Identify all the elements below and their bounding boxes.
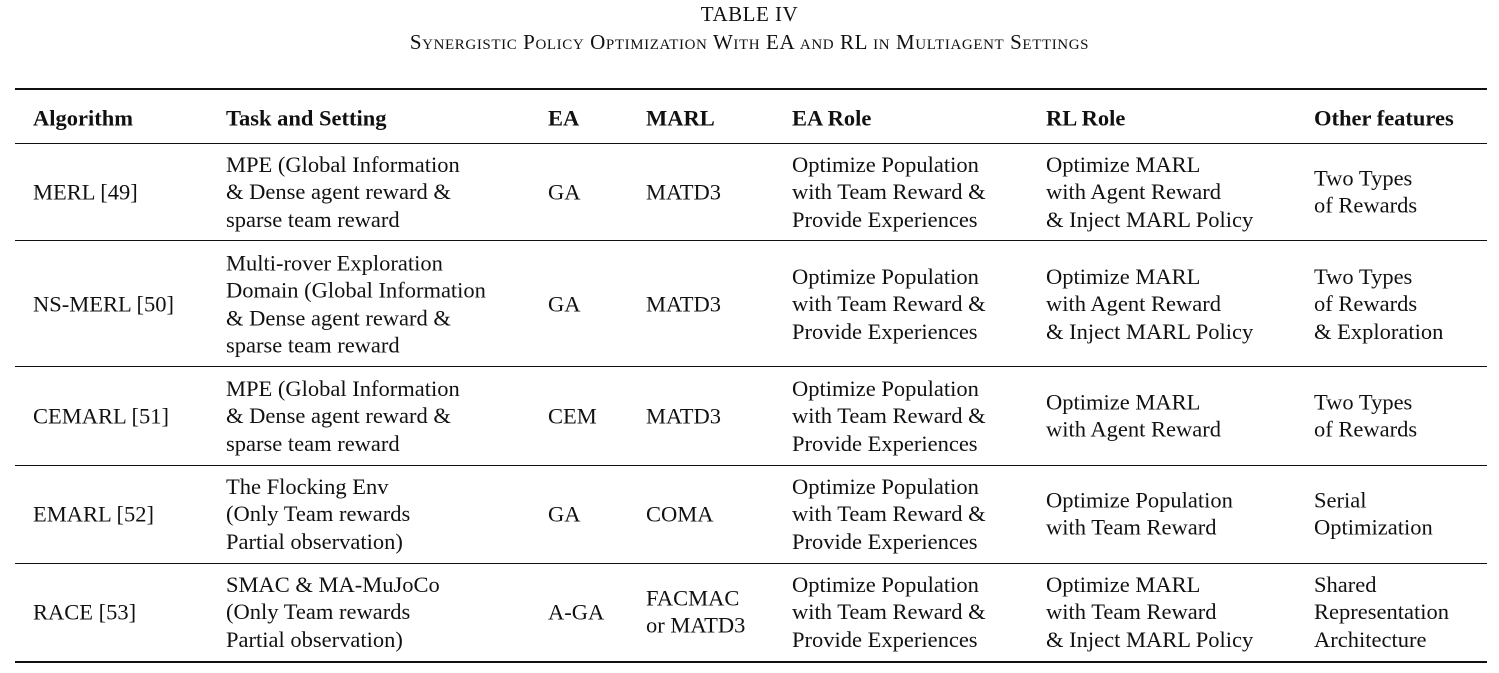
cell-line: Optimize Population [792, 376, 979, 402]
cell-line: Provide Experiences [792, 430, 978, 456]
cell-line: with Team Reward & [792, 403, 986, 429]
table-number: TABLE IV [700, 2, 799, 26]
cell-line: MPE (Global Information [226, 376, 460, 402]
cell-line: COMA [646, 501, 714, 527]
cell-line: Optimize Population [792, 474, 979, 500]
cell-line: Domain (Global Information [226, 277, 486, 303]
table-title: Synergistic Policy Optimization With EA and RL in Multiagent Settings [409, 30, 1090, 54]
cell-other-features [1314, 571, 1449, 653]
header-ea: EA [548, 105, 580, 131]
row-rule [15, 366, 1487, 367]
cell-line: or MATD3 [646, 613, 746, 638]
cell-other-features [1314, 263, 1443, 345]
cell-ea: GA [548, 501, 581, 527]
cell-marl [646, 585, 745, 640]
cell-line: Optimize Population [792, 152, 979, 178]
cell-ea: GA [548, 179, 581, 205]
cell-task [226, 473, 410, 555]
cell-line: & Dense agent reward & [226, 305, 451, 330]
cell-rl-role [1046, 487, 1233, 542]
cell-marl [646, 500, 714, 527]
cell-line: sparse team reward [226, 430, 400, 456]
cell-line: Partial observation) [226, 528, 403, 554]
cell-line: & Inject MARL Policy [1046, 318, 1254, 344]
cell-line: with Team Reward [1046, 599, 1217, 625]
cell-rl-role [1046, 263, 1253, 345]
header-rule [15, 143, 1487, 144]
cell-line: Optimize Population [792, 572, 979, 598]
cell-line: sparse team reward [226, 332, 400, 358]
cell-algorithm: EMARL [52] [33, 501, 155, 527]
cell-other-features [1314, 389, 1417, 444]
cell-line: Provide Experiences [792, 626, 978, 652]
cell-line: Representation [1314, 599, 1449, 625]
cell-line: & Dense agent reward & [226, 179, 451, 205]
cell-line: Two Types [1314, 389, 1413, 415]
cell-line: & Inject MARL Policy [1046, 626, 1254, 652]
cell-marl [646, 290, 721, 317]
cell-rl-role [1046, 151, 1253, 233]
cell-line: FACMAC [646, 585, 740, 611]
cell-line: Optimize MARL [1046, 152, 1201, 178]
header-task: Task and Setting [226, 105, 387, 131]
cell-line: with Team Reward & [792, 179, 986, 205]
header-marl: MARL [646, 105, 715, 131]
row-rule [15, 563, 1487, 564]
cell-line: Optimize MARL [1046, 389, 1201, 415]
cell-line: with Agent Reward [1046, 179, 1221, 205]
cell-line: Partial observation) [226, 626, 403, 652]
cell-line: Provide Experiences [792, 318, 978, 344]
cell-other-features [1314, 487, 1433, 542]
cell-line: of Rewards [1314, 291, 1418, 317]
cell-line: & Inject MARL Policy [1046, 206, 1254, 232]
cell-line: of Rewards [1314, 193, 1418, 218]
cell-line: MATD3 [646, 179, 722, 205]
cell-ea-role [792, 473, 986, 555]
cell-line: Optimization [1314, 515, 1433, 540]
cell-rl-role [1046, 389, 1221, 444]
cell-line: of Rewards [1314, 417, 1418, 442]
header-ea-role: EA Role [792, 105, 872, 131]
cell-line: MATD3 [646, 291, 722, 317]
cell-line: Serial [1314, 487, 1367, 513]
header-algorithm: Algorithm [33, 105, 133, 131]
cell-line: & Exploration [1314, 318, 1444, 344]
cell-algorithm: RACE [53] [33, 599, 137, 625]
cell-line: with Agent Reward [1046, 417, 1221, 442]
cell-line: with Team Reward & [792, 501, 986, 527]
top-rule [15, 88, 1487, 90]
cell-line: Provide Experiences [792, 528, 978, 554]
cell-line: MATD3 [646, 403, 722, 429]
cell-ea-role [792, 571, 986, 653]
cell-line: Optimize MARL [1046, 572, 1201, 598]
row-rule [15, 465, 1487, 466]
cell-algorithm: NS-MERL [50] [33, 291, 175, 317]
cell-task [226, 249, 486, 358]
row-rule [15, 240, 1487, 241]
cell-marl [646, 178, 721, 205]
cell-ea: A-GA [548, 599, 605, 625]
cell-ea-role [792, 263, 986, 345]
cell-ea-role [792, 151, 986, 233]
bottom-rule [15, 661, 1487, 663]
cell-line: with Agent Reward [1046, 291, 1221, 317]
cell-line: Multi-rover Exploration [226, 250, 443, 276]
cell-task [226, 375, 460, 457]
cell-task [226, 571, 440, 653]
cell-algorithm: MERL [49] [33, 179, 138, 205]
cell-line: Two Types [1314, 264, 1413, 290]
cell-marl [646, 402, 721, 429]
cell-line: & Dense agent reward & [226, 403, 451, 429]
cell-line: Architecture [1314, 626, 1427, 652]
cell-line: Shared [1314, 572, 1377, 598]
header-other-features: Other features [1314, 105, 1454, 131]
cell-ea-role [792, 375, 986, 457]
cell-line: SMAC & MA-MuJoCo [226, 572, 440, 598]
cell-line: The Flocking Env [226, 474, 389, 500]
cell-line: (Only Team rewards [226, 501, 411, 527]
header-rl-role: RL Role [1046, 105, 1126, 131]
cell-line: MPE (Global Information [226, 152, 460, 178]
cell-task [226, 151, 460, 233]
cell-line: sparse team reward [226, 206, 400, 232]
cell-line: (Only Team rewards [226, 599, 411, 625]
cell-rl-role [1046, 571, 1253, 653]
cell-line: Provide Experiences [792, 206, 978, 232]
cell-line: Two Types [1314, 165, 1413, 191]
cell-line: Optimize MARL [1046, 264, 1201, 290]
cell-line: Optimize Population [1046, 487, 1233, 513]
cell-ea: GA [548, 291, 581, 317]
cell-line: with Team Reward & [792, 291, 986, 317]
cell-line: Optimize Population [792, 264, 979, 290]
cell-algorithm: CEMARL [51] [33, 403, 170, 429]
cell-ea: CEM [548, 403, 597, 429]
cell-line: with Team Reward [1046, 515, 1217, 540]
cell-other-features [1314, 165, 1417, 220]
cell-line: with Team Reward & [792, 599, 986, 625]
